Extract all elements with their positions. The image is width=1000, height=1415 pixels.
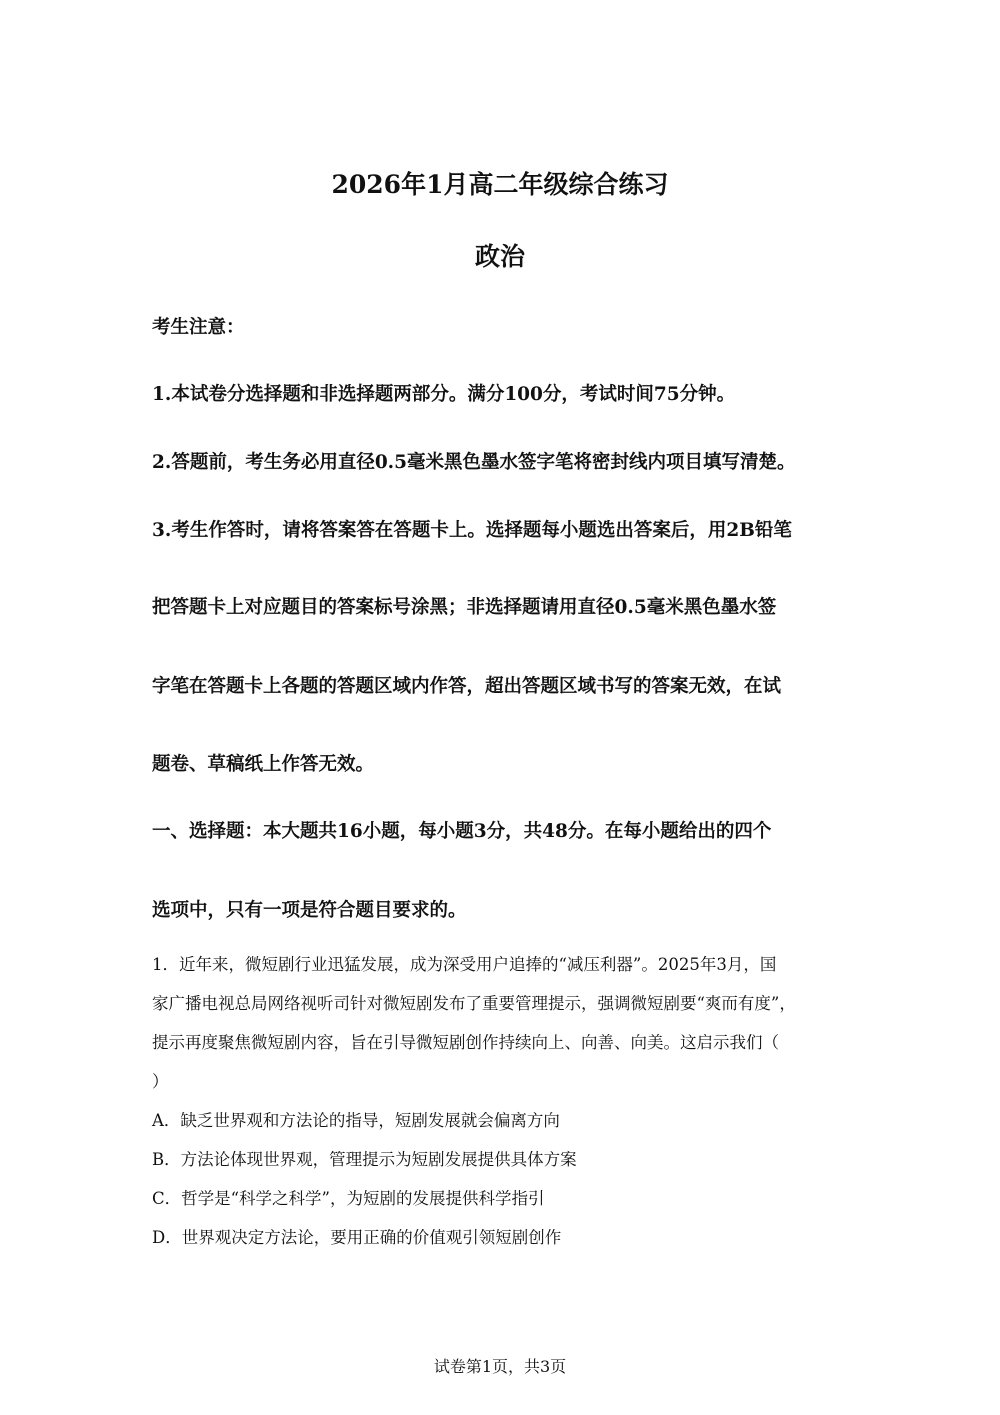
notice-item-1: 1.本试卷分选择题和非选择题两部分。满分100分，考试时间75分钟。 [152, 384, 736, 405]
question-1-stem-line-4: ） [152, 1072, 169, 1091]
notice-heading: 考生注意： [152, 317, 245, 338]
question-1-stem-line-3: 提示再度聚焦微短剧内容，旨在引导微短剧创作持续向上、向善、向美。这启示我们（ [152, 1033, 779, 1052]
subject-title: 政治 [474, 242, 525, 271]
section-heading-line-1: 一、选择题：本大题共16小题，每小题3分，共48分。在每小题给出的四个 [152, 821, 772, 842]
page-footer: 试卷第1页，共3页 [433, 1357, 567, 1376]
question-1-option-a: A．缺乏世界观和方法论的指导，短剧发展就会偏离方向 [152, 1111, 560, 1130]
notice-item-2: 2.答题前，考生务必用直径0.5毫米黑色墨水签字笔将密封线内项目填写清楚。 [152, 452, 796, 473]
exam-title: 2026年1月高二年级综合练习 [331, 170, 669, 199]
question-1-stem-line-1: 1．近年来，微短剧行业迅猛发展，成为深受用户追捧的“减压利器”。2025年3月，国 [152, 955, 777, 974]
question-1-option-c: C．哲学是“科学之科学”，为短剧的发展提供科学指引 [152, 1189, 545, 1208]
question-1-option-d: D．世界观决定方法论，要用正确的价值观引领短剧创作 [152, 1228, 562, 1247]
notice-item-3-line-2: 把答题卡上对应题目的答案标号涂黑；非选择题请用直径0.5毫米黑色墨水签 [152, 597, 777, 618]
notice-item-3-line-4: 题卷、草稿纸上作答无效。 [152, 754, 375, 775]
section-heading-line-2: 选项中，只有一项是符合题目要求的。 [152, 900, 467, 921]
question-1-option-b: B．方法论体现世界观，管理提示为短剧发展提供具体方案 [152, 1150, 577, 1169]
question-1-stem-line-2: 家广播电视总局网络视听司针对微短剧发布了重要管理提示，强调微短剧要“爽而有度”， [152, 994, 796, 1013]
notice-item-3-line-1: 3.考生作答时，请将答案答在答题卡上。选择题每小题选出答案后，用2B铅笔 [152, 520, 792, 541]
notice-item-3-line-3: 字笔在答题卡上各题的答题区域内作答，超出答题区域书写的答案无效，在试 [152, 676, 782, 697]
